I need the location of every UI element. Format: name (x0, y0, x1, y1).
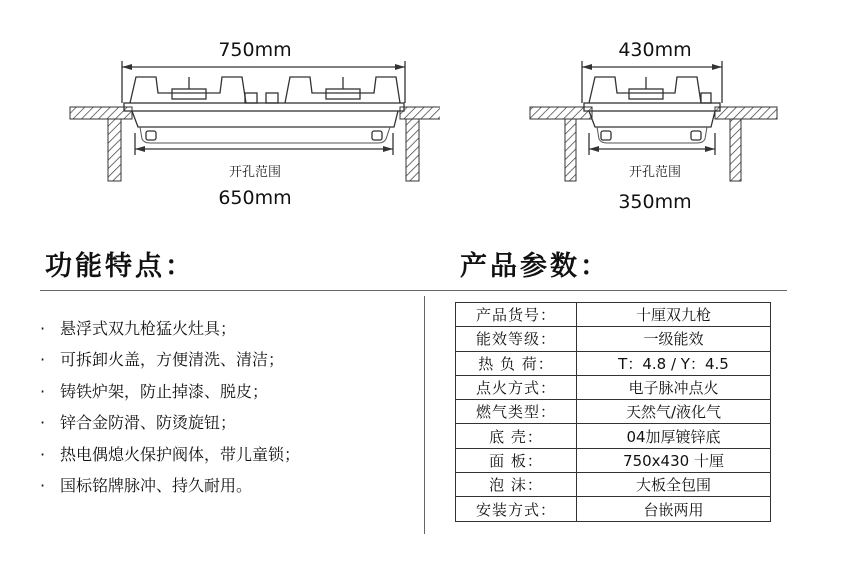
bullet-icon: · (40, 350, 46, 370)
section-divider (40, 290, 787, 291)
table-row: 点火方式： 电子脉冲点火 (456, 375, 771, 399)
left-hole-width-label: 650mm (218, 187, 292, 209)
list-item: · 可拆卸火盖，方便清洗、清洁； (40, 344, 300, 375)
list-item: · 热电偶熄火保护阀体，带儿童锁； (40, 439, 300, 470)
burner-icon (589, 77, 711, 103)
table-row: 产品货号： 十厘双九枪 (456, 303, 771, 327)
list-item: · 国标铭牌脉冲、持久耐用。 (40, 470, 300, 501)
column-divider (424, 296, 425, 534)
hole-width-dimension-line (589, 133, 715, 155)
knob-icon (245, 93, 278, 103)
params-heading: 产品参数： (460, 251, 610, 282)
bullet-icon: · (40, 444, 46, 464)
bullet-icon: · (40, 413, 46, 433)
bullet-icon: · (40, 381, 46, 401)
feature-list (40, 313, 300, 501)
params-table (455, 302, 771, 522)
list-item: · 铸铁炉架，防止掉漆、脱皮； (40, 376, 300, 407)
left-hole-label: 开孔范围 (228, 165, 281, 180)
table-row: 热 负 荷： T：4.8 / Y：4.5 (456, 351, 771, 375)
bullet-icon: · (40, 319, 46, 338)
table-row: 泡 沫： 大板全包围 (456, 473, 771, 497)
hole-width-dimension-line (135, 133, 393, 155)
stove-body (124, 103, 404, 143)
burner-left-icon (130, 77, 246, 103)
right-hole-label: 开孔范围 (628, 165, 681, 180)
burner-right-icon (285, 77, 400, 103)
table-row: 能效等级： 一级能效 (456, 327, 771, 351)
table-row: 面 板： 750x430 十厘 (456, 448, 771, 472)
bullet-icon: · (40, 475, 46, 495)
stove-body (584, 103, 720, 143)
right-top-width-label: 430mm (618, 39, 692, 61)
table-row: 燃气类型： 天然气/液化气 (456, 400, 771, 424)
features-heading: 功能特点： (45, 251, 195, 282)
top-width-dimension-line (122, 61, 405, 103)
list-item: · 锌合金防滑、防烫旋钮； (40, 407, 300, 438)
right-hole-width-label: 350mm (618, 191, 692, 213)
left-top-width-label: 750mm (218, 39, 292, 61)
list-item: · 悬浮式双九枪猛火灶具； (40, 313, 300, 344)
table-row: 安装方式： 台嵌两用 (456, 497, 771, 521)
table-row: 底 壳： 04加厚镀锌底 (456, 424, 771, 448)
